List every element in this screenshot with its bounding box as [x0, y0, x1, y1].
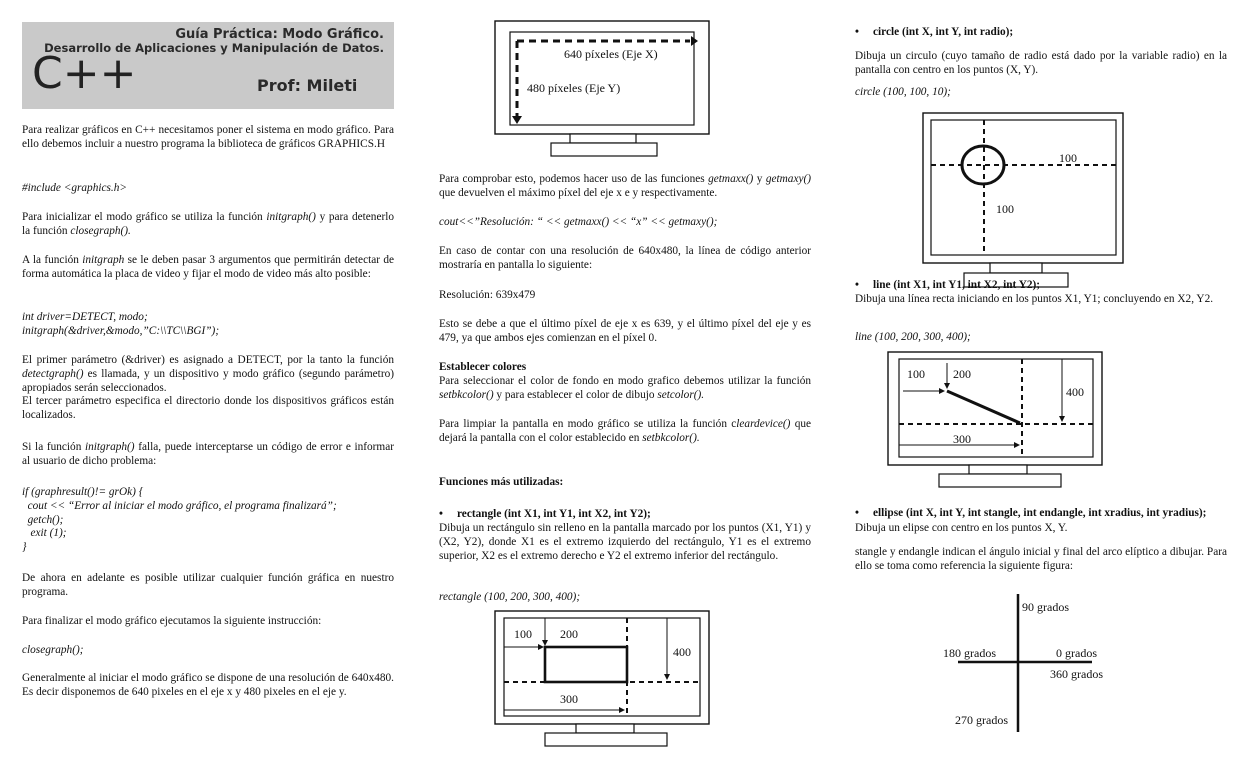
- y2-label: 400: [1066, 385, 1084, 399]
- angle-reference-diagram: [940, 592, 1120, 737]
- resolution-monitor-diagram: [494, 20, 712, 160]
- args-paragraph: A la función initgraph se le deben pasar 3 argumentos que permitirán detectar de forma automática la placa de video y fijar el modo de video más alto posible:: [22, 254, 394, 280]
- error-code: if (graphresult()!= grOk) { cout << “Error al iniciar el modo gráfico, el programa finalizará”; getch(); exit (1); }: [22, 486, 337, 554]
- init-code: int driver=DETECT, modo; initgraph(&driver,&modo,”C:\\TC\\BGI”);: [22, 311, 220, 337]
- monitor-screen: [931, 120, 1116, 255]
- closegraph-code: closegraph();: [22, 644, 84, 656]
- rectangle-signature: • rectangle (int X1, int Y1, int X2, int Y2);: [439, 508, 651, 520]
- monitor-screen: [510, 32, 694, 125]
- circle-monitor-diagram: [922, 112, 1127, 290]
- line-description: Dibuja una línea recta iniciando en los puntos X1, Y1; concluyendo en X2, Y2.: [855, 293, 1214, 305]
- ellipse-signature: • ellipse (int X, int Y, int stangle, int endangle, int xradius, int yradius);: [855, 507, 1207, 519]
- ellipse-angles-paragraph: stangle y endangle indican el ángulo inicial y final del arco elíptico a dibujar. Para ello se toma como referencia la siguiente figura:: [855, 546, 1227, 572]
- language-title: C++: [32, 48, 137, 99]
- bullet-icon: •: [855, 26, 859, 38]
- monitor-base: [939, 474, 1061, 487]
- output-paragraph: En caso de contar con una resolución de 640x480, la línea de código anterior mostraría en pantalla lo siguiente:: [439, 245, 811, 271]
- monitor-neck: [576, 724, 634, 733]
- header-box: [22, 22, 394, 109]
- pixel-origin-paragraph: Esto se debe a que el último píxel de eje x es 639, y el último píxel del eje y es 479, ya que ambos ejes comienzan en el píxel 0.: [439, 318, 811, 344]
- colors-paragraph: Para seleccionar el color de fondo en modo grafico debemos utilizar la función setbkcolor() y para establecer el color de dibujo setcolor().: [439, 375, 811, 401]
- params-paragraph: El primer parámetro (&driver) es asignado a DETECT, por la tanto la función detectgraph() es llamada, y un dispositivo y modo gráfico (segundo parámetro) apropiados serán seleccionados. El tercer parámetro especifica el directorio donde los dispositivos gráficos están localizados.: [22, 354, 394, 422]
- init-paragraph: Para inicializar el modo gráfico se utiliza la función initgraph() y para detenerlo la función closegraph().: [22, 211, 395, 237]
- bullet-icon: •: [855, 507, 859, 519]
- include-line: #include <graphics.h>: [22, 182, 127, 194]
- x2-label: 300: [560, 692, 578, 706]
- monitor-neck: [990, 263, 1042, 273]
- getmax-paragraph: Para comprobar esto, podemos hacer uso de las funciones getmaxx() y getmaxy() que devuelven el máximo píxel del eje x e y respectivamente.: [439, 173, 812, 199]
- angle-270-label: 270 grados: [955, 713, 1008, 727]
- monitor-base: [545, 733, 667, 746]
- colors-heading: Establecer colores: [439, 361, 527, 373]
- angle-180-label: 180 grados: [943, 646, 996, 660]
- angle-0-label: 0 grados: [1056, 646, 1097, 660]
- y2-label: 400: [673, 645, 691, 659]
- rectangle-description: Dibuja un rectángulo sin relleno en la pantalla marcado por los puntos (X1, Y1) y (X2, Y2), donde X1 es el extremo izquierdo del rectángulo, Y1 es el extremo superior, X2 es el extremo derecho e Y2 el extremo inferior del rectángulo.: [439, 522, 811, 562]
- y1-label: 200: [953, 367, 971, 381]
- x1-label: 100: [907, 367, 925, 381]
- y-pixels-label: 480 píxeles (Eje Y): [527, 81, 621, 95]
- x-pixels-label: 640 píxeles (Eje X): [564, 47, 658, 61]
- resolution-code: cout<<”Resolución: “ << getmaxx() << “x” << getmaxy();: [439, 216, 718, 228]
- monitor-screen: [504, 618, 700, 716]
- finish-paragraph: Para finalizar el modo gráfico ejecutamos la siguiente instrucción:: [22, 615, 322, 627]
- resolution-paragraph: Generalmente al iniciar el modo gráfico se dispone de una resolución de 640x480. Es decir disponemos de 640 pixeles en el eje x y 480 pixeles en el eje y.: [22, 672, 394, 698]
- intro-paragraph: Para realizar gráficos en C++ necesitamos poner el sistema en modo gráfico. Para ello debemos incluir a nuestro programa la biblioteca de gráficos GRAPHICS.H: [22, 124, 394, 150]
- x1-label: 100: [514, 627, 532, 641]
- professor-name: Prof: Mileti: [257, 76, 358, 95]
- circle-x-label: 100: [1059, 151, 1077, 165]
- monitor-screen: [899, 359, 1093, 457]
- error-paragraph: Si la función initgraph() falla, puede interceptarse un código de error e informar al usuario de dicho problema:: [22, 441, 394, 467]
- functions-heading: Funciones más utilizadas:: [439, 476, 564, 488]
- circle-signature: • circle (int X, int Y, int radio);: [855, 26, 1014, 38]
- x2-label: 300: [953, 432, 971, 446]
- guide-subtitle: Desarrollo de Aplicaciones y Manipulación de Datos.: [44, 41, 384, 55]
- guide-title: Guía Práctica: Modo Gráfico.: [175, 27, 384, 42]
- cleardevice-paragraph: Para limpiar la pantalla en modo gráfico se utiliza la función cleardevice() que dejará la pantalla con el color establecido en setbkcolor().: [439, 418, 812, 444]
- bullet-icon: •: [439, 508, 443, 520]
- monitor-neck: [570, 134, 636, 143]
- angle-90-label: 90 grados: [1022, 600, 1069, 614]
- monitor-neck: [969, 465, 1027, 474]
- angle-360-label: 360 grados: [1050, 667, 1103, 681]
- usage-paragraph: De ahora en adelante es posible utilizar cualquier función gráfica en nuestro programa.: [22, 572, 394, 598]
- monitor-base: [551, 143, 657, 156]
- circle-description: Dibuja un circulo (cuyo tamaño de radio está dado por la variable radio) en la pantalla con centro en los puntos (X, Y).: [855, 50, 1227, 76]
- line-signature: • line (int X1, int Y1, int X2, int Y2);: [855, 279, 1041, 291]
- bullet-icon: •: [855, 279, 859, 291]
- rectangle-example: rectangle (100, 200, 300, 400);: [439, 591, 581, 603]
- y1-label: 200: [560, 627, 578, 641]
- rectangle-monitor-diagram: [494, 610, 712, 750]
- circle-example: circle (100, 100, 10);: [855, 86, 951, 98]
- ellipse-description: Dibuja un elipse con centro en los puntos X, Y.: [855, 522, 1068, 534]
- line-example: line (100, 200, 300, 400);: [855, 331, 971, 343]
- line-monitor-diagram: [887, 351, 1105, 491]
- circle-y-label: 100: [996, 202, 1014, 216]
- resolution-output: Resolución: 639x479: [439, 289, 536, 301]
